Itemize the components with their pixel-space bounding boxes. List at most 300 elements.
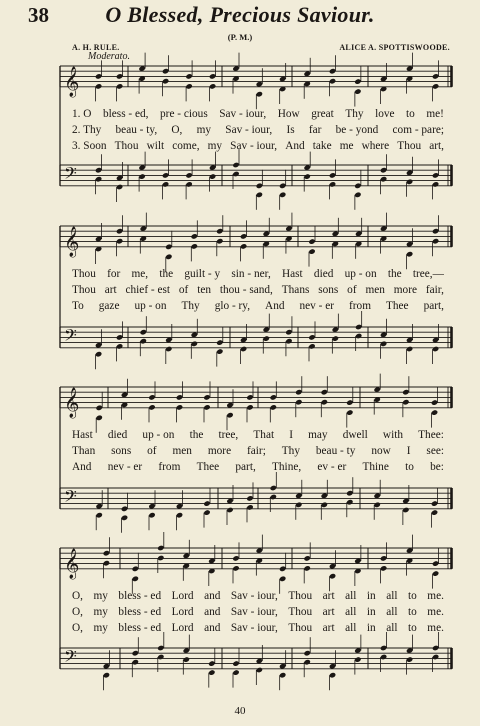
note-head (432, 654, 439, 660)
note-head (304, 659, 311, 665)
note-head (279, 183, 286, 189)
lyric-word: where (361, 140, 390, 152)
note-head (329, 78, 336, 84)
note-head (140, 329, 147, 335)
lyric-word: all (386, 606, 398, 618)
note-head (304, 173, 311, 179)
bass-clef-icon: 𝄢 (64, 485, 77, 510)
lyric-line (72, 140, 444, 154)
lyric-word: and (204, 590, 221, 602)
note-head (95, 351, 102, 357)
lyric-word: love (375, 108, 395, 120)
note-head (148, 512, 155, 518)
note-head (406, 251, 413, 257)
note-head (191, 243, 198, 249)
note-head (240, 346, 247, 352)
lyric-word: of (178, 284, 189, 296)
note-head (308, 238, 315, 244)
note-head (354, 88, 361, 94)
lyric-word: may (308, 429, 328, 441)
note-head (183, 656, 190, 662)
note-head (157, 555, 164, 561)
note-head (96, 512, 103, 518)
lyric-word: Thee (196, 461, 220, 473)
note-head (431, 409, 438, 415)
lyric-word: chief - est (125, 284, 171, 296)
lyric-word: me. (427, 590, 444, 602)
note-head (121, 515, 128, 521)
lyric-word: now (371, 445, 391, 457)
lyric-word: of (147, 445, 157, 457)
lyric-word: bless - ed (118, 606, 162, 618)
note-head (380, 555, 387, 561)
note-head (132, 659, 139, 665)
lyric-word: Thou (288, 622, 313, 634)
lyric-word: Hast (281, 268, 303, 280)
lyric-word: To (72, 300, 84, 312)
note-head (176, 512, 183, 518)
note-head (240, 233, 247, 239)
lyric-word: to (407, 622, 417, 634)
note-head (432, 181, 439, 187)
lyric-line (72, 461, 444, 475)
note-head (431, 509, 438, 515)
note-head (116, 184, 123, 190)
note-head (304, 555, 311, 561)
lyric-word: Lord (171, 590, 194, 602)
treble-clef-icon: 𝄞 (64, 548, 80, 579)
lyric-word: from (158, 461, 181, 473)
note-head (402, 399, 409, 405)
page-number: 40 (234, 705, 246, 717)
lyric-word: sin - ner, (231, 268, 271, 280)
note-head (157, 545, 164, 551)
lyric-word: thou - sand, (219, 284, 273, 296)
lyric-word: Hast (72, 429, 93, 441)
lyric-word: I (289, 429, 293, 441)
note-head (226, 507, 233, 513)
lyric-line (72, 124, 444, 138)
tempo-marking: Moderato. (88, 51, 130, 62)
lyric-word: the (189, 429, 204, 441)
lyric-word: glo - ry, (214, 300, 251, 312)
lyric-word: pre - cious (160, 108, 208, 120)
note-head (148, 404, 155, 410)
lyric-word: in (366, 622, 376, 634)
lyric-word: O, (72, 590, 83, 602)
lyric-word: Thy (181, 300, 200, 312)
lyric-word: dwell (342, 429, 368, 441)
lyric-word: sons (111, 445, 132, 457)
note-head (246, 394, 253, 400)
lyric-word: of (347, 284, 357, 296)
note-head (380, 645, 387, 651)
note-head (203, 500, 210, 506)
note-head (406, 656, 413, 662)
lyric-word: in (366, 606, 376, 618)
note-head (246, 504, 253, 510)
lyric-word: I (406, 445, 411, 457)
note-head (355, 324, 362, 330)
note-head (116, 228, 123, 234)
note-head (232, 171, 239, 177)
note-head (354, 656, 361, 662)
note-head (96, 415, 103, 421)
note-head (256, 183, 263, 189)
note-head (148, 394, 155, 400)
note-head (432, 238, 439, 244)
lyric-word: 2. Thy (72, 124, 102, 136)
note-head (95, 83, 102, 89)
lyric-word: fair, (425, 284, 444, 296)
note-head (157, 645, 164, 651)
note-head (432, 560, 439, 566)
lyric-word: died (313, 268, 334, 280)
note-head (191, 233, 198, 239)
lyric-word: Thy (281, 445, 300, 457)
note-head (191, 341, 198, 347)
lyric-line (72, 284, 444, 298)
hymn-number: 38 (28, 3, 49, 27)
note-head (103, 560, 110, 566)
lyric-word: my (93, 606, 108, 618)
lyric-word: And (285, 140, 305, 152)
lyric-word: art (322, 606, 335, 618)
note-head (226, 412, 233, 418)
lyric-word: and (204, 606, 221, 618)
lyric-word: the (387, 268, 402, 280)
note-head (354, 78, 361, 84)
lyric-word: And (265, 300, 285, 312)
note-head (431, 500, 438, 506)
lyric-word: my (93, 590, 108, 602)
bass-clef-icon: 𝄢 (64, 162, 77, 187)
author-credit: ALICE A. SPOTTISWOODE. (339, 43, 450, 52)
note-head (402, 507, 409, 513)
note-head (329, 181, 336, 187)
lyric-word: fair; (247, 445, 266, 457)
note-head (329, 573, 336, 579)
note-head (208, 660, 215, 666)
lyric-word: Thee: (418, 429, 444, 441)
note-head (332, 335, 339, 341)
note-head (295, 389, 302, 395)
note-head (279, 576, 286, 582)
note-head (209, 73, 216, 79)
note-head (256, 91, 263, 97)
note-head (308, 343, 315, 349)
lyric-word: O, (171, 124, 183, 136)
note-head (95, 176, 102, 182)
note-head (185, 181, 192, 187)
note-head (232, 162, 239, 168)
lyric-word: And (72, 461, 92, 473)
note-head (432, 570, 439, 576)
note-head (95, 167, 102, 173)
note-head (203, 404, 210, 410)
treble-clef-icon: 𝄞 (64, 226, 80, 257)
note-head (432, 83, 439, 89)
note-head (270, 485, 277, 491)
lyric-word: part, (235, 461, 256, 473)
lyric-word: part, (423, 300, 444, 312)
lyric-word: guilt - y (184, 268, 221, 280)
lyric-line (72, 108, 444, 122)
lyric-word: How (277, 108, 300, 120)
lyric-line (72, 445, 444, 459)
note-head (116, 73, 123, 79)
lyric-word: my (93, 622, 108, 634)
lyric-word: to (407, 590, 417, 602)
note-head (380, 565, 387, 571)
note-head (240, 243, 247, 249)
lyric-word: Thou (72, 284, 96, 296)
lyric-word: me (339, 140, 354, 152)
note-head (176, 394, 183, 400)
note-head (270, 394, 277, 400)
note-head (321, 399, 328, 405)
lyric-word: Sav - iour, (230, 606, 278, 618)
lyric-word: Thou (397, 140, 422, 152)
treble-clef-icon: 𝄞 (64, 66, 80, 97)
lyric-word: Thou (288, 590, 313, 602)
lyric-word: Sav - iour, (225, 124, 273, 136)
note-head (355, 333, 362, 339)
note-head (432, 228, 439, 234)
lyric-word: Is (286, 124, 295, 136)
note-head (256, 192, 263, 198)
note-head (285, 338, 292, 344)
note-head (308, 334, 315, 340)
lyric-word: in (366, 590, 376, 602)
lyric-word: 1. O (72, 108, 92, 120)
note-head (162, 181, 169, 187)
note-head (263, 335, 270, 341)
note-head (295, 399, 302, 405)
note-head (216, 228, 223, 234)
note-head (432, 172, 439, 178)
note-head (431, 399, 438, 405)
lyric-word: com - pare; (392, 124, 444, 136)
lyric-word: Sav - iour, (219, 108, 267, 120)
lyric-word: beau - ty (315, 445, 356, 457)
note-head (208, 669, 215, 675)
note-head (95, 73, 102, 79)
note-head (308, 248, 315, 254)
note-head (165, 254, 172, 260)
lyric-word: 3. Soon (72, 140, 107, 152)
lyric-word: Thou (72, 268, 96, 280)
lyric-word: and (204, 622, 221, 634)
note-head (246, 495, 253, 501)
note-head (96, 405, 103, 411)
note-head (374, 502, 381, 508)
lyric-word: to (406, 108, 415, 120)
note-head (432, 73, 439, 79)
note-head (346, 409, 353, 415)
note-head (138, 173, 145, 179)
note-head (132, 576, 139, 582)
lyric-word: art (322, 590, 335, 602)
meter-marking: (P. M.) (227, 32, 253, 42)
note-head (103, 550, 110, 556)
lyric-word: bless - ed, (103, 108, 149, 120)
note-head (116, 334, 123, 340)
lyric-word: Thine, (272, 461, 302, 473)
note-head (406, 179, 413, 185)
note-head (346, 499, 353, 505)
lyric-word: Thou (114, 140, 139, 152)
lyric-word: wilt (146, 140, 165, 152)
note-head (321, 502, 328, 508)
lyric-word: Sav - iour, (230, 140, 278, 152)
lyric-word: come, (172, 140, 200, 152)
note-head (354, 192, 361, 198)
note-head (346, 399, 353, 405)
lyric-word: see: (426, 445, 444, 457)
note-head (432, 645, 439, 651)
lyric-word: ev - er (317, 461, 347, 473)
lyric-word: more (393, 284, 417, 296)
note-head (216, 348, 223, 354)
note-head (285, 329, 292, 335)
note-head (216, 339, 223, 345)
note-head (185, 83, 192, 89)
lyric-line (72, 590, 444, 604)
note-head (185, 172, 192, 178)
lyric-word: sons (318, 284, 339, 296)
note-head (232, 669, 239, 675)
lyric-word: Thine (362, 461, 389, 473)
note-head (406, 346, 413, 352)
note-head (165, 346, 172, 352)
lyric-line (72, 429, 444, 443)
lyric-word: died (107, 429, 128, 441)
lyric-word: Lord (171, 622, 194, 634)
note-head (279, 672, 286, 678)
lyric-word: ten (197, 284, 211, 296)
lyric-word: all (345, 590, 357, 602)
note-head (121, 506, 128, 512)
note-head (304, 565, 311, 571)
note-head (270, 404, 277, 410)
lyric-word: Thee (385, 300, 409, 312)
lyric-word: take (312, 140, 332, 152)
lyric-word: gaze (98, 300, 120, 312)
lyric-word: beau - ty, (115, 124, 158, 136)
lyric-word: up - on (142, 429, 175, 441)
lyric-word: from (349, 300, 371, 312)
lyric-word: far (308, 124, 322, 136)
lyric-word: Lord (171, 606, 194, 618)
note-head (380, 167, 387, 173)
note-head (157, 654, 164, 660)
lyric-word: the (159, 268, 174, 280)
lyric-word: That (253, 429, 275, 441)
lyric-word: me, (131, 268, 149, 280)
bass-clef-icon: 𝄢 (64, 324, 77, 349)
lyric-word: nev - er (299, 300, 335, 312)
note-head (380, 341, 387, 347)
lyric-word: be - yond (335, 124, 379, 136)
note-head (162, 78, 169, 84)
lyric-word: my (207, 140, 223, 152)
note-head (209, 83, 216, 89)
lyric-word: art (104, 284, 117, 296)
note-head (116, 238, 123, 244)
note-head (232, 555, 239, 561)
note-head (116, 83, 123, 89)
treble-clef-icon: 𝄞 (64, 387, 80, 418)
note-head (132, 650, 139, 656)
hymn-title: O Blessed, Precious Saviour. (105, 2, 375, 27)
note-head (321, 389, 328, 395)
lyric-word: Thy (345, 108, 364, 120)
lyric-word: all (386, 622, 398, 634)
note-head (402, 389, 409, 395)
lyric-line (72, 622, 444, 636)
lyric-word: great (311, 108, 334, 120)
note-head (132, 566, 139, 572)
note-head (270, 494, 277, 500)
composer-credit: A. H. RULE. (72, 43, 120, 52)
note-head (354, 183, 361, 189)
lyric-line (72, 268, 444, 282)
note-head (432, 346, 439, 352)
note-head (256, 667, 263, 673)
note-head (346, 490, 353, 496)
lyric-word: up - on (344, 268, 377, 280)
note-head (162, 172, 169, 178)
note-head (279, 192, 286, 198)
note-head (176, 404, 183, 410)
lyric-word: to (405, 461, 414, 473)
lyric-word: bless - ed (118, 622, 162, 634)
lyric-word: with (382, 429, 404, 441)
note-head (329, 672, 336, 678)
note-head (329, 172, 336, 178)
note-head (165, 244, 172, 250)
lyric-word: tree,— (412, 268, 444, 280)
lyric-word: all (345, 606, 357, 618)
note-head (185, 73, 192, 79)
note-head (295, 502, 302, 508)
lyric-word: art, (429, 140, 444, 152)
note-head (209, 173, 216, 179)
lyric-word: tree, (218, 429, 239, 441)
lyric-word: me! (426, 108, 444, 120)
lyric-word: bless - ed (118, 590, 162, 602)
note-head (232, 660, 239, 666)
note-head (203, 394, 210, 400)
lyric-word: O, (72, 622, 83, 634)
note-head (329, 68, 336, 74)
lyric-word: nev - er (107, 461, 143, 473)
note-head (380, 176, 387, 182)
note-head (162, 68, 169, 74)
lyric-word: men (365, 284, 385, 296)
lyric-word: all (345, 622, 357, 634)
note-head (140, 338, 147, 344)
lyric-word: Than (72, 445, 96, 457)
lyric-word: Sav - iour, (230, 590, 278, 602)
note-head (304, 650, 311, 656)
lyric-word: men (172, 445, 192, 457)
lyric-word: up - on (134, 300, 167, 312)
lyric-word: O, (72, 606, 83, 618)
lyric-word: Thou (288, 606, 313, 618)
lyric-word: all (386, 590, 398, 602)
